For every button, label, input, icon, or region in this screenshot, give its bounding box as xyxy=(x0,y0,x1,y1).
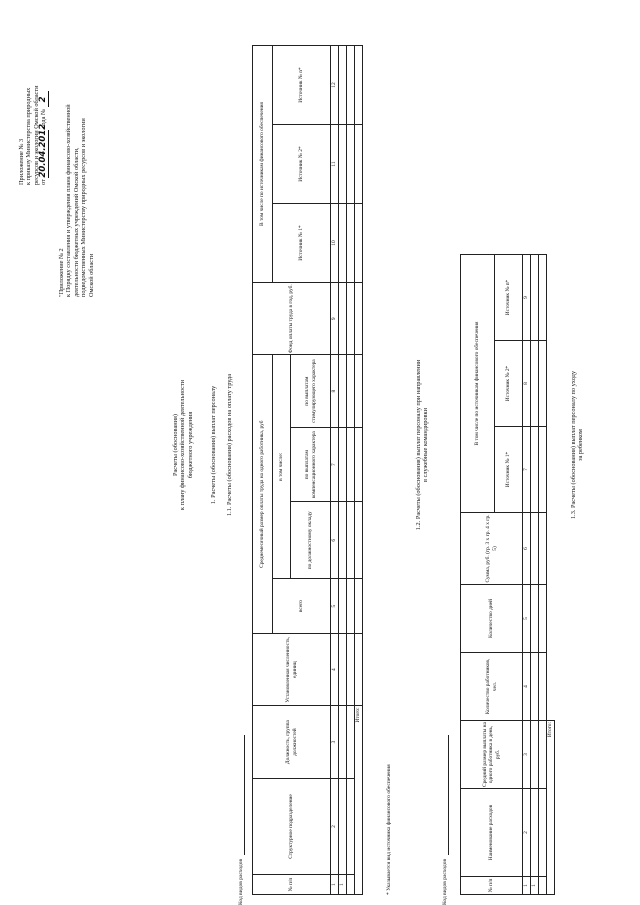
cell xyxy=(531,585,539,653)
th2-days: Количество дней xyxy=(461,585,523,653)
col-number: 1 xyxy=(523,877,531,895)
table-row xyxy=(339,46,347,895)
cell xyxy=(531,721,539,789)
cell xyxy=(547,254,555,340)
title-line-3: бюджетного учреждения xyxy=(186,411,194,479)
col-number: 6 xyxy=(523,513,531,585)
row-number: 1 xyxy=(339,875,347,895)
cell xyxy=(539,585,547,653)
section-1-code-label: Код видов расходов xyxy=(238,858,244,905)
col-number: 8 xyxy=(523,341,531,427)
th-stimulating: по выплатам стимулирующего характера xyxy=(291,355,331,427)
col-number: 4 xyxy=(331,634,339,706)
col-number: 5 xyxy=(331,579,339,634)
col-number: 8 xyxy=(331,355,339,427)
section-1-code-line xyxy=(244,735,245,855)
cell xyxy=(347,46,355,125)
cell xyxy=(355,634,363,706)
cell xyxy=(531,341,539,427)
handwritten-date: 20.04.2012 xyxy=(38,123,49,178)
th-compensation: по выплатам компенсационного характера xyxy=(291,427,331,502)
cell xyxy=(355,125,363,204)
th2-avg-payment: Средний размер выплаты на одного работника в день, руб. xyxy=(461,721,523,789)
col-number: 1 xyxy=(331,875,339,895)
col-number: 2 xyxy=(523,789,531,877)
cell xyxy=(347,579,355,634)
cell xyxy=(347,427,355,502)
appendix-3-title: Приложение № 3 xyxy=(18,138,25,185)
cell xyxy=(355,355,363,427)
title-line-1: Расчеты (обоснования) xyxy=(172,414,179,476)
th-staff-count: Установленная численность, единиц xyxy=(253,634,331,706)
th2-source-n: Источник № n* xyxy=(495,254,523,340)
cell xyxy=(547,341,555,427)
section-1-2-code-line xyxy=(448,735,449,855)
col-number: 5 xyxy=(523,585,531,653)
col-number: 10 xyxy=(331,204,339,283)
cell xyxy=(539,721,547,789)
table-row xyxy=(531,254,539,894)
cell xyxy=(347,283,355,355)
title-line-2: к плану финансово-хозяйственной деятельности xyxy=(179,379,187,511)
th-source-n: Источник № n* xyxy=(273,46,331,125)
cell xyxy=(347,355,355,427)
th-salary: по должностному окладу xyxy=(291,502,331,579)
total-row xyxy=(547,254,555,894)
cell xyxy=(339,706,347,778)
cell xyxy=(539,427,547,513)
col-number: 9 xyxy=(523,254,531,340)
column-numbers-row xyxy=(523,254,531,894)
cell xyxy=(531,653,539,721)
row-number: 1 xyxy=(531,877,539,895)
appendix-3-date-line xyxy=(40,86,48,185)
cell xyxy=(347,204,355,283)
total-row xyxy=(355,46,363,895)
total-label: Итого: xyxy=(547,721,555,895)
cell xyxy=(531,513,539,585)
cell xyxy=(547,427,555,513)
column-numbers-row xyxy=(331,46,339,895)
handwritten-number: 2 xyxy=(40,91,48,107)
col-number: 6 xyxy=(331,502,339,579)
appendix-2-line3: деятельности бюджетных учреждений Омской области, xyxy=(72,147,80,297)
cell xyxy=(539,513,547,585)
date-prefix: от xyxy=(40,179,48,185)
col-number: 4 xyxy=(523,653,531,721)
cell xyxy=(355,502,363,579)
th2-source-2: Источник № 2* xyxy=(495,341,523,427)
appendix-2-line2: к Порядку составления и утверждения плана финансово-хозяйственной xyxy=(65,104,73,297)
cell xyxy=(347,778,355,875)
section-1-2-heading xyxy=(415,315,430,575)
document-title xyxy=(172,325,194,565)
cell xyxy=(531,427,539,513)
cell xyxy=(347,125,355,204)
appendix-2-block xyxy=(58,104,95,297)
appendix-2-line5: Омской области xyxy=(87,253,95,297)
number-label: года № xyxy=(40,109,48,129)
cell xyxy=(355,427,363,502)
cell xyxy=(355,283,363,355)
section-1-3-heading-line2: за ребенком xyxy=(577,429,585,461)
section-1-3-heading-line1: 1.3. Расчеты (обоснования) выплат персоналу по уходу xyxy=(570,370,577,520)
appendix-2-title: "Приложение № 2 xyxy=(58,248,65,297)
cell xyxy=(339,634,347,706)
cell xyxy=(547,585,555,653)
cell xyxy=(339,125,347,204)
cell xyxy=(355,46,363,125)
table-business-trips xyxy=(460,254,555,895)
cell xyxy=(339,579,347,634)
col-number: 12 xyxy=(331,46,339,125)
col-number: 7 xyxy=(331,427,339,502)
table-payroll xyxy=(252,45,363,895)
th2-source-1: Источник № 1* xyxy=(495,427,523,513)
table-row xyxy=(539,254,547,894)
appendix-3-block xyxy=(18,86,49,185)
th-wage-fund: Фонд оплаты труда в год, руб. xyxy=(253,283,331,355)
th2-worker-count: Количество работников, чел. xyxy=(461,653,523,721)
section-1-heading: 1. Расчеты (обоснования) выплат персоналу xyxy=(210,385,217,505)
cell xyxy=(539,653,547,721)
appendix-3-line2: к приказу Министерства природных xyxy=(25,87,33,185)
cell xyxy=(539,341,547,427)
th2-expense-name: Наименование расходов xyxy=(461,789,523,877)
cell xyxy=(531,254,539,340)
cell xyxy=(347,502,355,579)
cell xyxy=(339,46,347,125)
section-1-2-heading-line2: в служебные командировки xyxy=(422,408,430,482)
th2-no: № п/п xyxy=(461,877,523,895)
cell xyxy=(355,204,363,283)
th-no: № п/п xyxy=(253,875,331,895)
th-structural-unit: Структурное подразделение xyxy=(253,778,331,875)
th-total: всего xyxy=(273,579,331,634)
cell xyxy=(547,513,555,585)
th-position: Должность, группа должностей xyxy=(253,706,331,778)
th-avg-salary: Среднемесячный размер оплаты труда на одного работника, руб xyxy=(253,355,273,634)
section-1-3-heading xyxy=(570,315,585,575)
col-number: 7 xyxy=(523,427,531,513)
cell xyxy=(339,427,347,502)
cell xyxy=(539,254,547,340)
table-row xyxy=(347,46,355,895)
section-1-2-code-label: Код видов расходов xyxy=(442,858,448,905)
appendix-2-line4: подведомственных Министерству природных ресурсов и экологии xyxy=(80,118,88,297)
th-sources: В том числе по источникам финансового обеспечения xyxy=(253,46,273,283)
section-1-2-heading-line1: 1.2. Расчеты (обоснования) выплат персоналу при направлении xyxy=(415,359,422,531)
cell xyxy=(531,789,539,877)
cell xyxy=(339,283,347,355)
th-source-1: Источник № 1* xyxy=(273,204,331,283)
th2-sources: В том числе по источникам финансового обеспечения xyxy=(461,254,495,512)
th-source-2: Источник № 2* xyxy=(273,125,331,204)
col-number: 9 xyxy=(331,283,339,355)
th2-sum: Сумма, руб. (гр. 3 х гр. 4 х гр. 5) xyxy=(461,513,523,585)
cell xyxy=(339,355,347,427)
col-number: 11 xyxy=(331,125,339,204)
th-including: в том числе: xyxy=(273,355,291,579)
cell xyxy=(347,706,355,778)
col-number: 3 xyxy=(523,721,531,789)
cell xyxy=(539,877,547,895)
footnote: * Указывается вид источника финансового обеспечения xyxy=(386,764,392,895)
section-1-1-heading: 1.1. Расчеты (обоснования) расходов на оплату труда xyxy=(226,373,233,517)
col-number: 3 xyxy=(331,706,339,778)
cell xyxy=(539,789,547,877)
appendix-3-line3: ресурсов и экологии Омской области xyxy=(32,85,40,185)
cell xyxy=(339,778,347,875)
cell xyxy=(339,204,347,283)
cell xyxy=(347,875,355,895)
cell xyxy=(347,634,355,706)
cell xyxy=(339,502,347,579)
cell xyxy=(547,653,555,721)
col-number: 2 xyxy=(331,778,339,875)
total-label: Итого: xyxy=(355,706,363,895)
cell xyxy=(355,579,363,634)
